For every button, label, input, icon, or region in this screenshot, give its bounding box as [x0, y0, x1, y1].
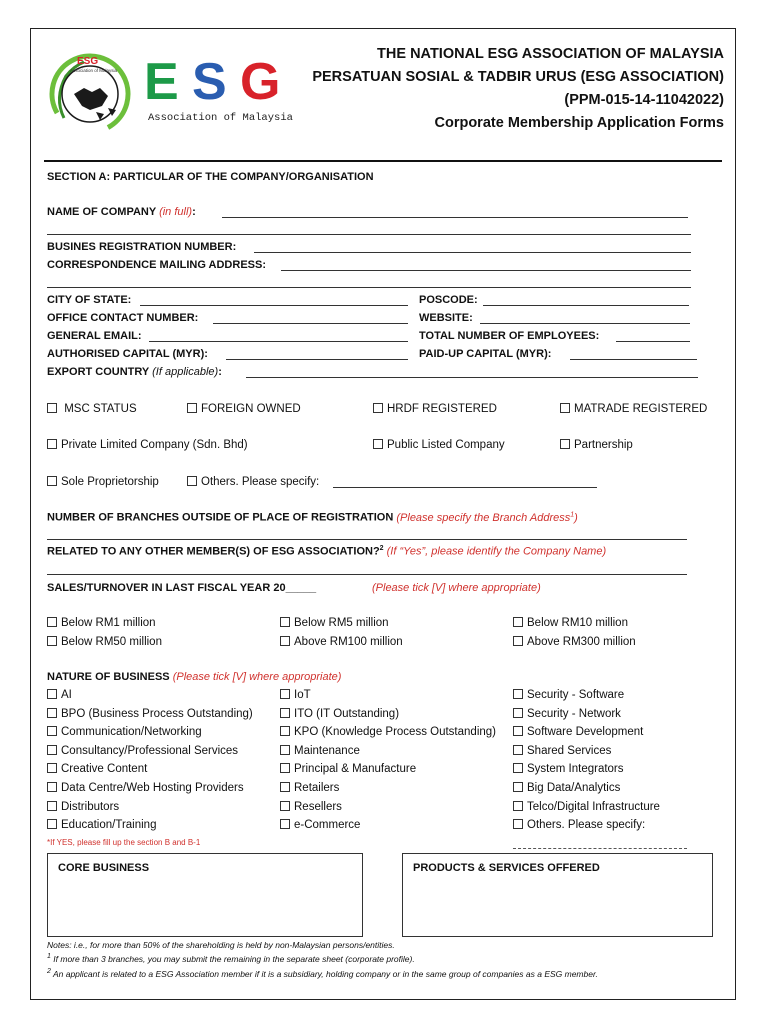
footnote-2-number: 2 — [47, 968, 51, 975]
checkbox-box[interactable] — [280, 782, 290, 792]
checkbox-box[interactable] — [513, 708, 523, 718]
nature-option-label: Big Data/Analytics — [527, 782, 621, 794]
checkbox-box[interactable] — [47, 745, 57, 755]
footnote-2 — [47, 968, 598, 979]
branches-label-text: NUMBER OF BRANCHES OUTSIDE OF PLACE OF REGISTRATION — [47, 511, 394, 524]
sales-label: SALES/TURNOVER IN LAST FISCAL YEAR 20_____ — [47, 582, 317, 594]
header-divider — [44, 160, 722, 162]
sole-checkbox[interactable] — [47, 476, 159, 488]
checkbox-box[interactable] — [280, 801, 290, 811]
employees-label: TOTAL NUMBER OF EMPLOYEES: — [419, 330, 600, 342]
sales-option-label: Above RM300 million — [527, 636, 636, 648]
nature-option[interactable] — [513, 745, 611, 757]
checkbox-box[interactable] — [513, 819, 523, 829]
footnote-notes: Notes: i.e., for more than 50% of the shareholding is held by non-Malaysian persons/entities. — [47, 940, 395, 950]
logo — [44, 48, 304, 138]
nature-option[interactable] — [47, 782, 244, 794]
nature-option-label: AI — [61, 689, 72, 701]
nature-option-label: Principal & Manufacture — [294, 763, 417, 776]
nature-option[interactable] — [513, 782, 620, 794]
nature-option[interactable] — [47, 819, 156, 831]
checkbox-box[interactable] — [560, 439, 570, 449]
nature-option-label: Telco/Digital Infrastructure — [527, 800, 660, 813]
nature-option-label: e-Commerce — [294, 819, 361, 832]
branches-footnote-ref: 1 — [570, 511, 575, 518]
address-label: CORRESPONDENCE MAILING ADDRESS: — [47, 259, 266, 271]
sales-option-1[interactable] — [47, 617, 156, 629]
nature-option[interactable] — [280, 801, 342, 813]
nature-option-label: Creative Content — [61, 763, 148, 776]
nature-option[interactable] — [47, 745, 238, 757]
logo-tagline: Association of Malaysia — [148, 112, 293, 124]
nature-option-label: Maintenance — [294, 744, 360, 757]
company-name-hint: (in full) — [159, 206, 193, 218]
checkbox-box[interactable] — [280, 819, 290, 829]
others-type-field[interactable] — [333, 487, 597, 488]
checkbox-box[interactable] — [513, 782, 523, 792]
checkbox-box[interactable] — [47, 726, 57, 736]
nature-option[interactable] — [280, 726, 496, 738]
sales-option-6[interactable] — [513, 636, 636, 648]
checkbox-box[interactable] — [280, 726, 290, 736]
sdn-label: Private Limited Company (Sdn. Bhd) — [61, 439, 248, 451]
company-name-label-text: NAME OF COMPANY — [47, 206, 156, 218]
branches-hint-end: ) — [574, 511, 578, 524]
auth-capital-field[interactable] — [226, 359, 408, 360]
checkbox-box[interactable] — [560, 403, 570, 413]
export-field[interactable] — [246, 377, 698, 378]
employees-field[interactable] — [616, 341, 690, 342]
nature-option[interactable] — [280, 763, 416, 775]
checkbox-box[interactable] — [280, 689, 290, 699]
sales-option-label: Below RM1 million — [61, 617, 156, 629]
nature-option[interactable] — [47, 689, 72, 701]
logo-letter-g: G — [240, 53, 281, 111]
foreign-checkbox[interactable] — [187, 403, 301, 415]
footnote-1-number: 1 — [47, 953, 51, 960]
nature-option-label: Education/Training — [61, 819, 157, 832]
footnote-1-text: If more than 3 branches, you may submit the remaining in the separate sheet (corporate profile). — [53, 953, 415, 964]
brn-field[interactable] — [254, 252, 691, 253]
checkbox-box[interactable] — [47, 476, 57, 486]
nature-option[interactable] — [513, 819, 645, 831]
paidup-capital-label: PAID-UP CAPITAL (MYR): — [419, 348, 552, 360]
nature-option-label: Others. Please specify: — [527, 819, 646, 832]
nature-option[interactable] — [513, 801, 660, 813]
sales-option-label: Below RM10 million — [527, 617, 628, 629]
company-name-field[interactable] — [222, 217, 688, 218]
poscode-label: POSCODE: — [419, 294, 478, 306]
company-name-colon: : — [192, 206, 196, 218]
products-services-title: PRODUCTS & SERVICES OFFERED — [413, 862, 600, 874]
checkbox-box[interactable] — [47, 819, 57, 829]
nature-option[interactable] — [47, 708, 253, 720]
hrdf-checkbox[interactable] — [373, 403, 497, 415]
nature-option-label: Security - Network — [527, 707, 621, 720]
checkbox-box[interactable] — [513, 745, 523, 755]
sole-label: Sole Proprietorship — [61, 476, 159, 488]
checkbox-box[interactable] — [280, 617, 290, 627]
checkbox-box[interactable] — [373, 439, 383, 449]
company-name-label — [47, 206, 196, 218]
office-contact-label: OFFICE CONTACT NUMBER: — [47, 312, 199, 324]
checkbox-box[interactable] — [47, 708, 57, 718]
logo-ring-text: ESG — [77, 56, 99, 67]
nature-option-label: Consultancy/Professional Services — [61, 744, 239, 757]
nature-option[interactable] — [280, 689, 311, 701]
msc-label: MSC STATUS — [64, 403, 137, 415]
website-label: WEBSITE: — [419, 312, 473, 324]
checkbox-box[interactable] — [373, 403, 383, 413]
brn-label: BUSINES REGISTRATION NUMBER: — [47, 241, 237, 253]
company-name-field-2[interactable] — [47, 234, 691, 235]
sdn-checkbox[interactable] — [47, 439, 248, 451]
sales-hint: (Please tick [V] where appropriate) — [372, 582, 541, 594]
nature-label-text: NATURE OF BUSINESS — [47, 671, 170, 683]
poscode-field[interactable] — [483, 305, 689, 306]
checkbox-box[interactable] — [47, 801, 57, 811]
sales-option-4[interactable] — [47, 636, 162, 648]
related-hint: (If “Yes”, please identify the Company Name) — [386, 545, 607, 558]
nature-option-label: ITO (IT Outstanding) — [294, 707, 400, 720]
checkbox-box[interactable] — [187, 403, 197, 413]
export-hint: (If applicable) — [152, 366, 219, 378]
nature-option-label: System Integrators — [527, 763, 624, 776]
city-label: CITY OF STATE: — [47, 294, 132, 306]
checkbox-box[interactable] — [513, 689, 523, 699]
footnote-1 — [47, 953, 415, 964]
nature-option-label: Software Development — [527, 726, 644, 739]
nature-option[interactable] — [280, 708, 399, 720]
nature-option[interactable] — [47, 726, 202, 738]
nature-option[interactable] — [47, 801, 119, 813]
header-line1: THE NATIONAL ESG ASSOCIATION OF MALAYSIA — [377, 46, 724, 62]
section-a-title: SECTION A: PARTICULAR OF THE COMPANY/ORGANISATION — [47, 171, 374, 183]
nature-note: *If YES, please fill up the section B and B-1 — [47, 838, 201, 847]
nature-option[interactable] — [513, 726, 643, 738]
nature-option-label: Retailers — [294, 782, 340, 794]
nature-option[interactable] — [280, 745, 360, 757]
footnote-2-text: An applicant is related to a ESG Association member if it is a subsidiary, holding company or in the same group of companies as a ESG member. — [52, 968, 598, 979]
export-colon: : — [218, 366, 222, 378]
sales-option-5[interactable] — [280, 636, 403, 648]
nature-option-label: Security - Software — [527, 689, 625, 701]
sales-option-2[interactable] — [280, 617, 389, 629]
sales-option-label: Below RM5 million — [294, 617, 389, 629]
checkbox-box[interactable] — [513, 801, 523, 811]
checkbox-box[interactable] — [47, 763, 57, 773]
hrdf-label: HRDF REGISTERED — [387, 403, 497, 415]
nature-option[interactable] — [513, 763, 624, 775]
others-type-checkbox[interactable] — [187, 476, 319, 488]
address-field[interactable] — [281, 270, 691, 271]
checkbox-box[interactable] — [280, 636, 290, 646]
related-footnote-ref: 2 — [379, 545, 384, 552]
header-line2: PERSATUAN SOSIAL & TADBIR URUS (ESG ASSOCIATION) — [312, 69, 724, 85]
branches-label — [47, 511, 578, 524]
partnership-checkbox[interactable] — [560, 439, 633, 451]
nature-label — [47, 671, 341, 683]
address-field-2[interactable] — [47, 287, 691, 288]
msc-checkbox[interactable] — [47, 403, 137, 415]
nature-option-label: Data Centre/Web Hosting Providers — [61, 782, 244, 794]
core-business-title: CORE BUSINESS — [58, 862, 150, 874]
checkbox-box[interactable] — [280, 745, 290, 755]
email-label: GENERAL EMAIL: — [47, 330, 142, 342]
branches-hint — [396, 512, 577, 524]
export-label-text: EXPORT COUNTRY — [47, 366, 150, 378]
matrade-checkbox[interactable] — [560, 403, 707, 415]
office-contact-field[interactable] — [213, 323, 408, 324]
export-label — [47, 366, 222, 378]
nature-option-label: KPO (Knowledge Process Outstanding) — [294, 726, 496, 739]
checkbox-box[interactable] — [47, 782, 57, 792]
checkbox-box[interactable] — [513, 617, 523, 627]
header-line3: (PPM-015-14-11042022) — [564, 92, 724, 108]
sales-option-label: Below RM50 million — [61, 636, 162, 648]
website-field[interactable] — [480, 323, 690, 324]
core-business-box[interactable] — [47, 853, 363, 937]
logo-ring-subtext: Association of Malaysia — [70, 68, 118, 73]
checkbox-box[interactable] — [513, 726, 523, 736]
nature-option[interactable] — [280, 782, 339, 794]
nature-option-label: Shared Services — [527, 744, 612, 757]
nature-hint: (Please tick [V] where appropriate) — [172, 671, 342, 683]
checkbox-box[interactable] — [280, 763, 290, 773]
checkbox-box[interactable] — [47, 439, 57, 449]
foreign-label: FOREIGN OWNED — [201, 403, 301, 415]
nature-option-label: IoT — [294, 689, 311, 701]
related-label-text: RELATED TO ANY OTHER MEMBER(S) OF ESG ASSOCIATION? — [47, 545, 380, 558]
others-type-label: Others. Please specify: — [201, 476, 320, 488]
checkbox-box[interactable] — [47, 617, 57, 627]
nature-option-label: Resellers — [294, 800, 342, 813]
branches-hint-text: (Please specify the Branch Address — [396, 511, 571, 524]
nature-option[interactable] — [280, 819, 360, 831]
header-line4: Corporate Membership Application Forms — [434, 115, 724, 131]
branches-field[interactable] — [47, 539, 687, 540]
plc-label: Public Listed Company — [387, 439, 505, 451]
checkbox-box[interactable] — [513, 763, 523, 773]
nature-option-label: Distributors — [61, 800, 120, 813]
checkbox-box[interactable] — [187, 476, 197, 486]
plc-checkbox[interactable] — [373, 439, 505, 451]
logo-letter-s: S — [192, 53, 227, 111]
checkbox-box[interactable] — [47, 689, 57, 699]
sales-option-label: Above RM100 million — [294, 636, 403, 648]
email-field[interactable] — [149, 341, 408, 342]
nature-option-label: Communication/Networking — [61, 726, 202, 739]
nature-option-label: BPO (Business Process Outstanding) — [61, 707, 253, 720]
related-label — [47, 545, 606, 558]
checkbox-box[interactable] — [513, 636, 523, 646]
related-field[interactable] — [47, 574, 687, 575]
sales-option-3[interactable] — [513, 617, 628, 629]
auth-capital-label: AUTHORISED CAPITAL (MYR): — [47, 348, 208, 360]
logo-letter-e: E — [144, 53, 179, 111]
nature-others-field[interactable] — [513, 848, 687, 849]
nature-option[interactable] — [513, 689, 624, 701]
nature-option[interactable] — [47, 763, 147, 775]
city-field[interactable] — [140, 305, 408, 306]
partnership-label: Partnership — [574, 439, 633, 451]
paidup-capital-field[interactable] — [570, 359, 697, 360]
checkbox-box[interactable] — [280, 708, 290, 718]
checkbox-box[interactable] — [47, 636, 57, 646]
products-services-box[interactable] — [402, 853, 713, 937]
nature-option[interactable] — [513, 708, 621, 720]
checkbox-box[interactable] — [47, 403, 57, 413]
matrade-label: MATRADE REGISTERED — [574, 403, 708, 415]
